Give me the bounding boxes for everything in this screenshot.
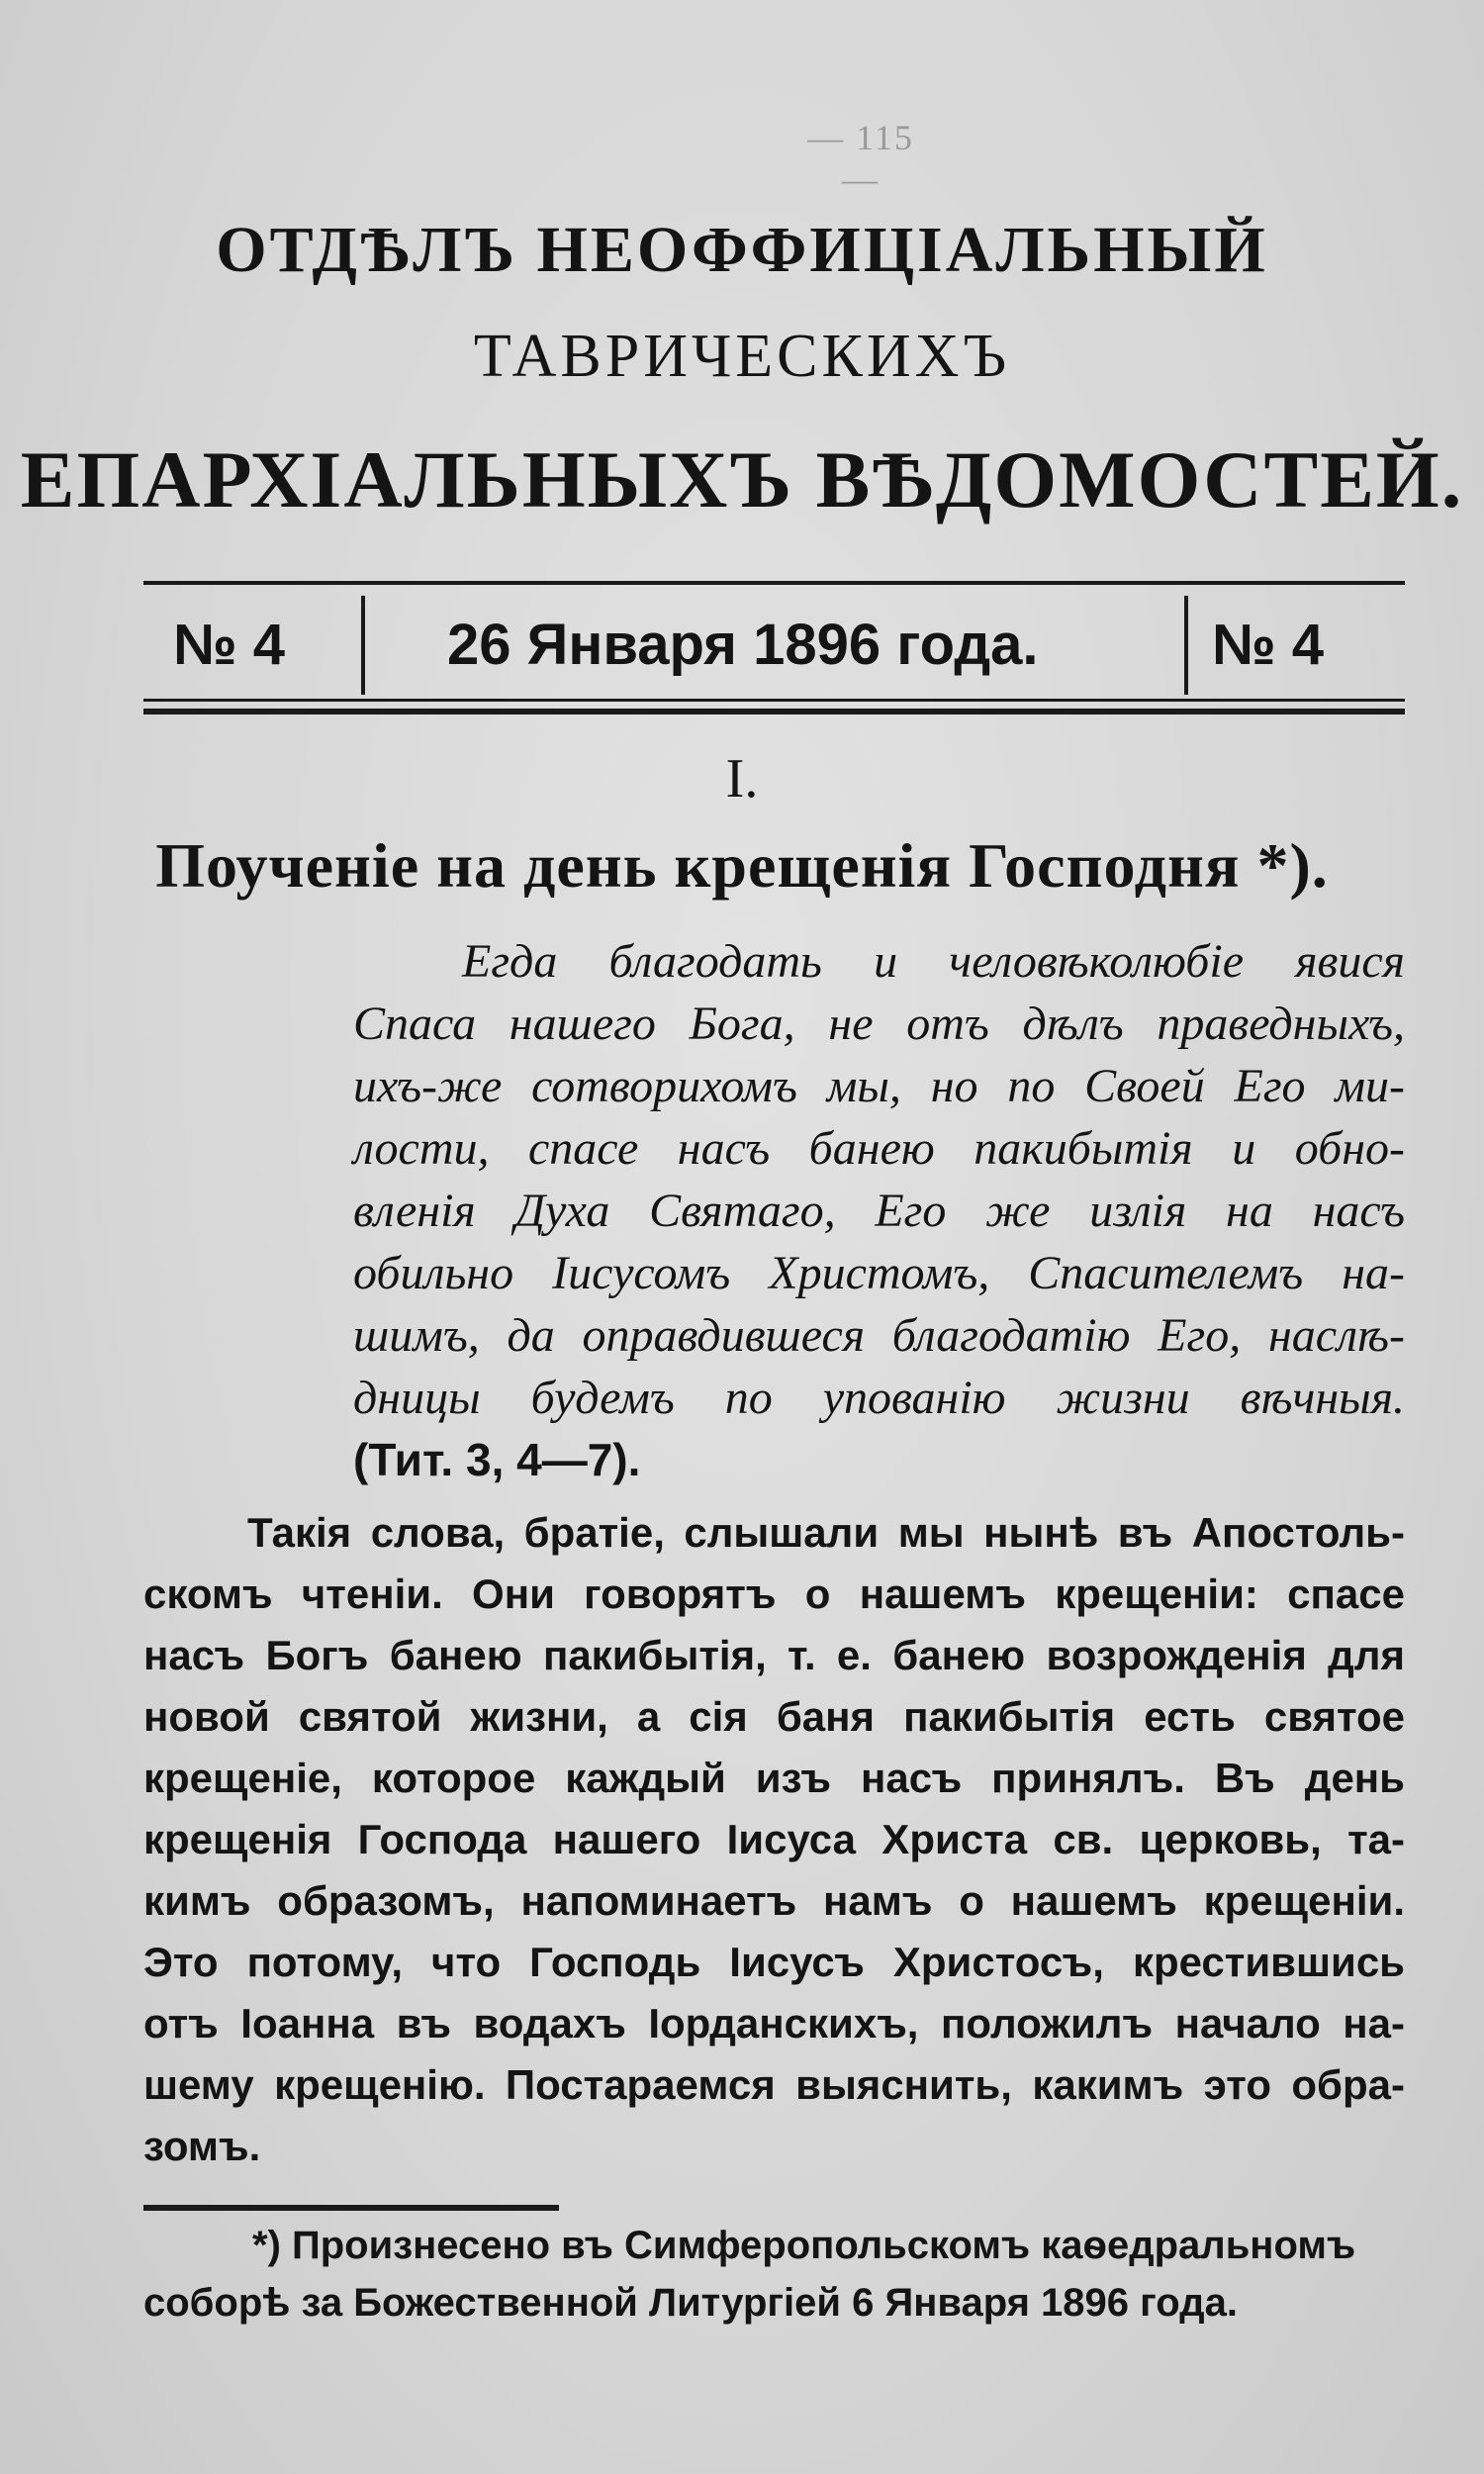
epigraph-line: вленія Духа Святаго, Его же излія на насъ (353, 1185, 1405, 1237)
masthead-line-3: ЕПАРХІАЛЬНЫХЪ ВѢДОМОСТЕЙ. (20, 434, 1464, 524)
article-body (143, 1502, 1405, 2177)
body-line: кимъ образомъ, напоминаетъ намъ о нашемъ крещеніи. (143, 1877, 1405, 1924)
epigraph-line: Егда благодать и человѣколюбіе явися (462, 935, 1405, 988)
footnote-line: соборѣ за Божественной Литургіей 6 Января 1896 года. (143, 2281, 1238, 2325)
epigraph-reference: (Тит. 3, 4—7). (353, 1434, 641, 1485)
body-line: отъ Іоанна въ водахъ Іорданскихъ, положилъ начало на- (143, 2000, 1405, 2046)
masthead-line-1: ОТДѢЛЪ НЕОФФИЦІАЛЬНЫЙ (216, 214, 1268, 286)
body-line: крещеніе, которое каждый изъ насъ принялъ. Въ день (143, 1755, 1405, 1801)
footnote-rule (143, 2205, 559, 2211)
epigraph-line: Спаса нашего Бога, не отъ дѣлъ праведныхъ, (353, 998, 1405, 1050)
body-line: крещенія Господа нашего Іисуса Христа св. церковь, та- (143, 1816, 1405, 1862)
footnote-line: *) Произнесено въ Симферопольскомъ каѳедральномъ (252, 2224, 1356, 2267)
article-title: Поученіе на день крещенія Господня *). (155, 830, 1329, 901)
epigraph-line: шимъ, да оправдившеся благодатію Его, наслѣ- (353, 1309, 1405, 1362)
masthead-line-2: ТАВРИЧЕСКИХЪ (473, 323, 1011, 390)
issue-number-left: № 4 (173, 613, 286, 677)
footnote (143, 2217, 1405, 2331)
epigraph-line: ихъ-же сотворихомъ мы, но по Своей Его ми- (353, 1060, 1405, 1112)
body-line: шему крещенію. Постараемся выяснить, какимъ это обра- (143, 2061, 1405, 2108)
masthead-bottom-rule-thin (143, 699, 1405, 702)
epigraph (353, 930, 1405, 1491)
body-line: насъ Богъ банею пакибытія, т. е. банею возрожденія для (143, 1632, 1405, 1678)
epigraph-line: лости, спасе насъ банею пакибытія и обно- (353, 1122, 1405, 1175)
body-line: Это потому, что Господь Іисусъ Христосъ, крестившись (143, 1939, 1405, 1985)
masthead-divider-left (361, 596, 365, 695)
masthead-bottom-rule-thick (143, 709, 1405, 714)
body-line: скомъ чтеніи. Они говорятъ о нашемъ крещеніи: спасе (143, 1570, 1405, 1617)
issue-date: 26 Января 1896 года. (447, 613, 1039, 677)
body-line: Такія слова, братіе, слышали мы нынѣ въ Апостоль- (247, 1509, 1405, 1556)
page-number: — 115 — (807, 118, 914, 199)
body-line: новой святой жизни, а сія баня пакибытія есть святое (143, 1693, 1405, 1740)
issue-number-right: № 4 (1212, 613, 1325, 677)
masthead-top-rule (143, 581, 1405, 585)
epigraph-line: обильно Іисусомъ Христомъ, Спасителемъ на- (353, 1247, 1405, 1299)
section-number: I. (725, 748, 759, 809)
masthead-divider-right (1184, 596, 1188, 695)
body-line: зомъ. (143, 2123, 261, 2169)
epigraph-line: дницы будемъ по упованію жизни вѣчныя. (353, 1372, 1405, 1424)
